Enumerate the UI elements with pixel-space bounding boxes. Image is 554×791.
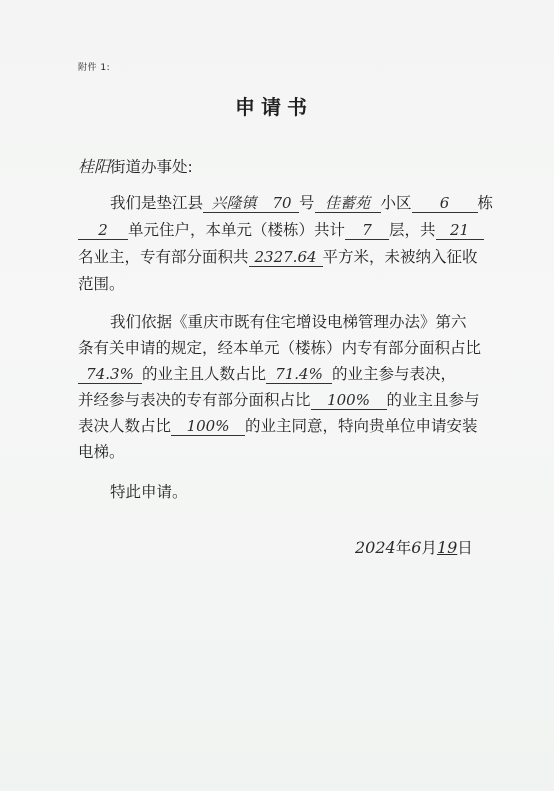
filled-building: 6 xyxy=(412,194,478,213)
filled-vote-people-ratio: 100% xyxy=(171,417,245,436)
para2-text: 的业主且人数占比 xyxy=(142,365,267,383)
para2-line3 xyxy=(78,364,456,384)
para2-line5 xyxy=(78,416,478,436)
filled-area-ratio: 74.3% xyxy=(78,365,142,384)
date-month: 6 xyxy=(411,538,422,557)
date-year-unit: 年 xyxy=(395,539,412,557)
filled-vote-area-ratio: 100% xyxy=(311,391,387,410)
date-line xyxy=(355,538,473,558)
para1-text: 小区 xyxy=(380,194,412,212)
document-title: 申请书 xyxy=(235,95,313,119)
para2-text: 表决人数占比 xyxy=(78,417,172,435)
para1-text: 单元住户，本单元（楼栋）共计 xyxy=(128,221,346,239)
date-day: 19 xyxy=(436,538,458,557)
attachment-label: 附件 1: xyxy=(78,63,111,73)
addressee-suffix: 街道办事处: xyxy=(110,158,193,176)
filled-owners: 21 xyxy=(436,221,484,240)
para1-line4: 范围。 xyxy=(78,275,125,293)
filled-road: 兴隆镇 xyxy=(203,194,265,213)
para2-text: 的业主且参与 xyxy=(386,391,480,409)
date-day-unit: 日 xyxy=(457,539,473,557)
para1-text: 我们是垫江县 xyxy=(110,194,204,212)
filled-number: 70 xyxy=(265,194,299,213)
date-month-unit: 月 xyxy=(421,539,437,557)
para2-line4 xyxy=(78,390,480,410)
para2-text: 并经参与表决的专有部分面积占比 xyxy=(78,391,311,409)
para1-text: 名业主，专有部分面积共 xyxy=(78,248,249,266)
para1-text: 号 xyxy=(299,194,315,212)
para2-line1: 我们依据《重庆市既有住宅增设电梯管理办法》第六 xyxy=(110,313,467,331)
para2-line2: 条有关申请的规定，经本单元（楼栋）内专有部分面积占比 xyxy=(78,339,482,357)
filled-area: 2327.64 xyxy=(249,248,323,267)
para1-text: 平方米，未被纳入征收 xyxy=(322,248,478,266)
addressee-line xyxy=(78,157,193,177)
para2-text: 的业主参与表决， xyxy=(332,365,457,383)
para2-line6: 电梯。 xyxy=(78,443,125,461)
filled-community: 佳蓄苑 xyxy=(315,194,381,213)
para1-line3 xyxy=(78,247,478,267)
para1-text: 栋 xyxy=(477,194,494,212)
date-year: 2024 xyxy=(355,538,396,557)
handwritten-street-name: 桂阳 xyxy=(78,157,111,176)
closing-line: 特此申请。 xyxy=(110,483,188,501)
filled-people-ratio: 71.4% xyxy=(266,365,332,384)
para1-line2 xyxy=(78,220,484,240)
para1-text: 层，共 xyxy=(389,221,436,239)
filled-floors: 7 xyxy=(345,221,389,240)
para1-line1 xyxy=(110,193,493,213)
filled-unit: 2 xyxy=(78,221,128,240)
para2-text: 的业主同意，特向贵单位申请安装 xyxy=(245,417,478,435)
